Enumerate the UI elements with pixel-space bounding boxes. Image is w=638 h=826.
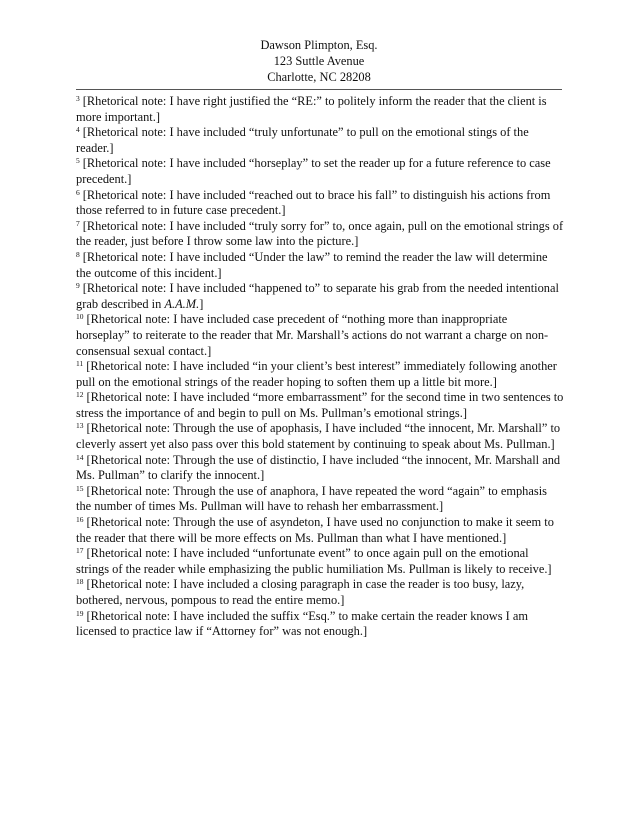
letterhead xyxy=(0,37,638,85)
footnote-number: 18 xyxy=(76,577,84,587)
footnote-4 xyxy=(76,125,564,156)
footnote-number: 15 xyxy=(76,483,84,493)
footnote-number: 5 xyxy=(76,156,80,166)
footnote-text: [Rhetorical note: Through the use of asyndeton, I have used no conjunction to make it seem to the reader that there will be more effects on Ms. Pullman than what I have mentioned.] xyxy=(76,515,554,545)
footnote-5 xyxy=(76,156,564,187)
footnote-12 xyxy=(76,390,564,421)
footnote-8 xyxy=(76,250,564,281)
footnote-number: 9 xyxy=(76,281,80,291)
footnote-number: 10 xyxy=(76,312,84,322)
footnote-text: [Rhetorical note: I have right justified the “RE:” to politely inform the reader that the client is more important.] xyxy=(76,94,547,124)
footnote-11 xyxy=(76,359,564,390)
footnote-6 xyxy=(76,188,564,219)
footnote-text: [Rhetorical note: I have included “more embarrassment” for the second time in two sentences to stress the importance of and begin to pull on Ms. Pullman’s emotional strings.] xyxy=(76,390,564,420)
footnote-text: [Rhetorical note: Through the use of anaphora, I have repeated the word “again” to emphasis the number of times Ms. Pullman will have to rehash her embarrassment.] xyxy=(76,483,547,514)
footnote-10 xyxy=(76,312,564,359)
footnote-number: 3 xyxy=(76,94,80,103)
footnote-text: [Rhetorical note: Through the use of apophasis, I have included “the innocent, Mr. Marshall” to cleverly assert yet also pass over this bold statement by continuing to speak about Ms. Pullman.] xyxy=(76,421,561,452)
footnote-number: 8 xyxy=(76,249,80,259)
city-state-zip: Charlotte, NC 28208 xyxy=(267,70,371,84)
attorney-name: Dawson Plimpton, Esq. xyxy=(260,38,378,52)
footnote-7 xyxy=(76,219,564,250)
footnote-text-end: ] xyxy=(199,296,204,311)
footnote-19 xyxy=(76,609,564,640)
footnote-text: [Rhetorical note: I have included “Under the law” to remind the reader the law will determine the outcome of this incident.] xyxy=(76,249,548,280)
footnote-text: [Rhetorical note: Through the use of distinctio, I have included “the innocent, Mr. Marshall and Ms. Pullman” to clarify the innocent.] xyxy=(76,452,561,483)
footnote-number: 14 xyxy=(76,452,84,462)
case-citation: A.A.M. xyxy=(164,296,200,311)
footnote-text: [Rhetorical note: I have included “unfortunate event” to once again pull on the emotional strings of the reader while emphasizing the public humiliation Ms. Pullman is likely to receive.] xyxy=(76,546,552,576)
footnote-number: 6 xyxy=(76,187,80,197)
footnote-number: 4 xyxy=(76,125,80,135)
footnote-number: 13 xyxy=(76,421,84,431)
footnote-3 xyxy=(76,94,564,125)
footnote-text: [Rhetorical note: I have included “truly unfortunate” to pull on the emotional stings of the reader.] xyxy=(76,125,529,155)
footnote-text: [Rhetorical note: I have included “truly sorry for” to, once again, pull on the emotional strings of the reader, just before I throw some law into the picture.] xyxy=(76,218,564,249)
footnote-divider xyxy=(76,89,562,90)
footnote-text: [Rhetorical note: I have included “reached out to brace his fall” to distinguish his actions from those referred to in future case precedent.] xyxy=(76,187,551,218)
footnote-9 xyxy=(76,281,564,312)
footnote-14 xyxy=(76,453,564,484)
street-address: 123 Suttle Avenue xyxy=(273,54,365,68)
footnote-16 xyxy=(76,515,564,546)
footnote-number: 19 xyxy=(76,608,84,618)
footnotes-list xyxy=(76,94,564,640)
footnote-number: 17 xyxy=(76,546,84,556)
footnote-text: [Rhetorical note: I have included the suffix “Esq.” to make certain the reader knows I am licensed to practice law if “Attorney for” was not enough.] xyxy=(76,608,529,639)
footnote-number: 16 xyxy=(76,515,84,525)
footnote-text: [Rhetorical note: I have included “happened to” to separate his grab from the needed intentional grab described in xyxy=(76,281,559,311)
footnote-text: [Rhetorical note: I have included “horseplay” to set the reader up for a future reference to case precedent.] xyxy=(76,156,551,186)
footnote-number: 12 xyxy=(76,390,84,400)
footnote-15 xyxy=(76,484,564,515)
footnote-text: [Rhetorical note: I have included a closing paragraph in case the reader is too busy, lazy, bothered, nervous, pompous to read the entire memo.] xyxy=(76,577,525,607)
footnote-text: [Rhetorical note: I have included case precedent of “nothing more than inappropriate horseplay” to reiterate to the reader that Mr. Marshall’s actions do not warrant a charge on non-consensual sexual contact.] xyxy=(76,312,549,358)
footnote-17 xyxy=(76,546,564,577)
footnote-text: [Rhetorical note: I have included “in your client’s best interest” immediately following another pull on the emotional strings of the reader hoping to soften them up a little bit more.] xyxy=(76,359,557,389)
footnote-18 xyxy=(76,577,564,608)
footnote-13 xyxy=(76,421,564,452)
footnote-number: 11 xyxy=(76,359,84,369)
footnote-number: 7 xyxy=(76,218,80,228)
